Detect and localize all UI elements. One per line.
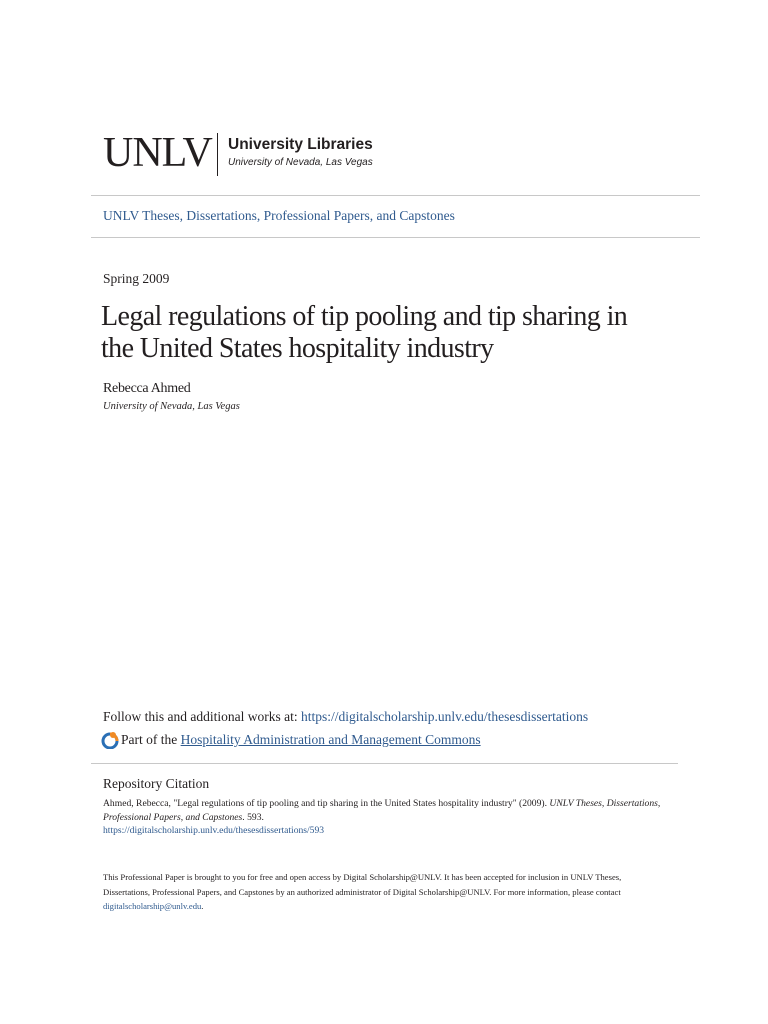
citation-url-link[interactable]: https://digitalscholarship.unlv.edu/thesesdissertations/593: [103, 825, 325, 836]
follow-url-link[interactable]: https://digitalscholarship.unlv.edu/thesesdissertations: [301, 709, 589, 724]
follow-prefix: Follow this and additional works at:: [103, 709, 298, 724]
paper-affiliation: University of Nevada, Las Vegas: [103, 401, 240, 412]
citation-body: [103, 797, 663, 825]
collection-rule: [91, 237, 700, 238]
follow-line: [103, 708, 588, 726]
access-notice: [103, 870, 669, 914]
commons-link[interactable]: Hospitality Administration and Management Commons: [180, 732, 481, 747]
citation-series: UNLV Theses, Dissertations, Professional Papers, and Capstones: [103, 798, 661, 823]
logo-title: University Libraries: [228, 136, 373, 153]
unlv-logo-wordmark: UNLV: [103, 130, 212, 176]
part-of-line: [101, 730, 481, 750]
top-rule: [91, 195, 700, 196]
notice-email-suffix: .: [201, 901, 204, 911]
citation-text: Ahmed, Rebecca, "Legal regulations of tip pooling and tip sharing in the United States hospitality industry" (2009).: [103, 798, 547, 809]
citation-rule: [91, 763, 678, 764]
paper-title: Legal regulations of tip pooling and tip sharing in the United States hospitality industry: [101, 301, 628, 364]
notice-text: This Professional Paper is brought to you for free and open access by Digital Scholarship@UNLV. It has been accepted for inclusion in UNLV Theses, Dissertations, Professional Papers, and Capstones by an authorized administrator of Digital Scholarship@UNLV. For more information, please contact: [103, 872, 622, 897]
paper-date: Spring 2009: [103, 271, 170, 286]
citation-suffix: . 593.: [242, 812, 264, 823]
logo-divider: [217, 133, 218, 176]
contact-email-link[interactable]: digitalscholarship@unlv.edu: [103, 901, 202, 911]
logo-subtitle: University of Nevada, Las Vegas: [228, 157, 373, 168]
citation-heading: Repository Citation: [103, 776, 210, 791]
part-of-prefix: Part of the: [121, 732, 178, 747]
network-commons-icon: [101, 731, 119, 749]
paper-author: Rebecca Ahmed: [103, 381, 191, 396]
collection-link[interactable]: UNLV Theses, Dissertations, Professional Papers, and Capstones: [103, 208, 455, 223]
